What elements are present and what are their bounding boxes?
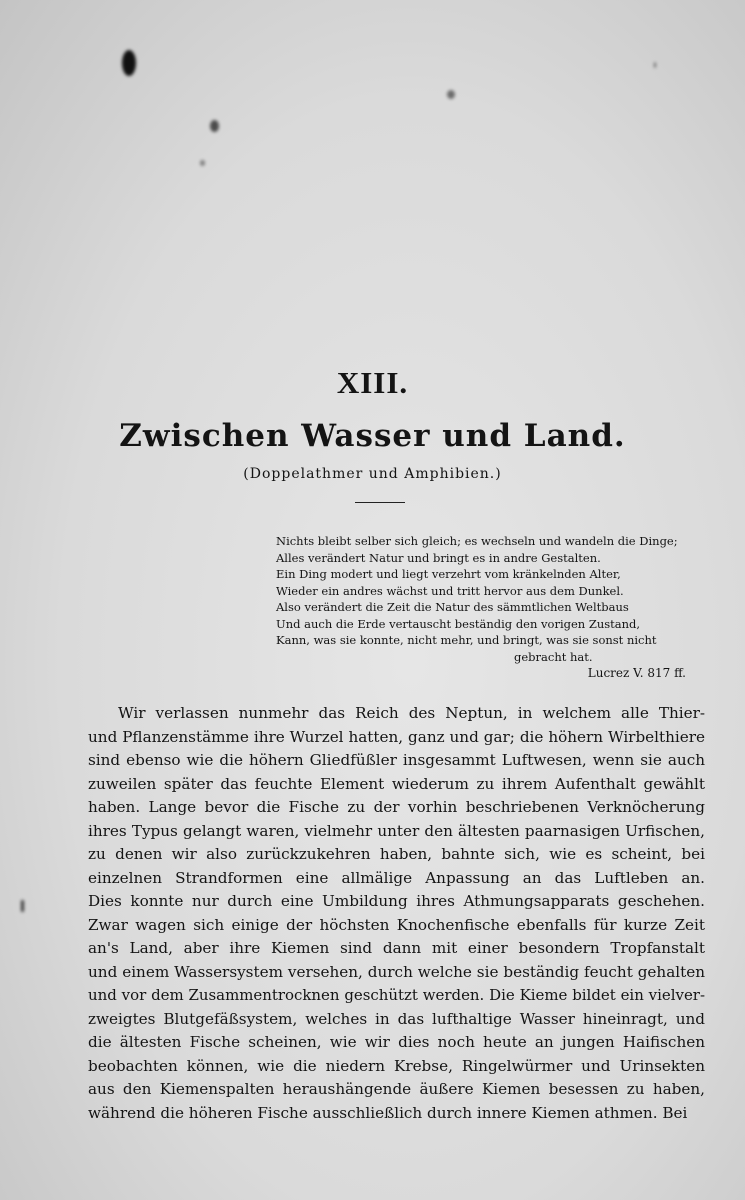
body-line: sind ebenso wie die höhern Gliedfüßler insgesammt Luftwesen, wenn sie auch (88, 751, 705, 769)
epigraph (276, 533, 706, 682)
chapter-subtitle: (Doppelathmer und Amphibien.) (243, 466, 502, 482)
body-line: zuweilen später das feuchte Element wiederum zu ihrem Aufenthalt gewählt (88, 774, 705, 793)
ink-mark (21, 900, 24, 912)
ink-blot (447, 90, 455, 99)
body-line: zu denen wir also zurückzukehren haben, bahnte sich, wie es scheint, bei (88, 845, 705, 863)
body-line: zweigtes Blutgefäßsystem, welches in das lufthaltige Wasser hineinragt, und (88, 1009, 705, 1028)
body-line: aus den Kiemenspalten heraushängende äußere Kiemen besessen zu haben, (88, 1080, 705, 1098)
epigraph-source: Lucrez V. 817 ff. (587, 666, 686, 680)
epigraph-line: gebracht hat. (514, 649, 593, 664)
epigraph-line: Wieder ein andres wächst und tritt hervor aus dem Dunkel. (276, 583, 624, 598)
body-line: Wir verlassen nunmehr das Reich des Neptun, in welchem alle Thier- (118, 704, 705, 722)
title-divider (355, 502, 405, 503)
body-line: haben. Lange bevor die Fische zu der vorhin beschriebenen Verknöcherung (88, 798, 705, 816)
body-line: beobachten können, wie die niedern Krebse, Ringelwürmer und Urinsekten (88, 1056, 705, 1075)
epigraph-line: Kann, was sie konnte, nicht mehr, und bringt, was sie sonst nicht (276, 633, 657, 647)
body-text (88, 702, 705, 1125)
ink-blot (122, 50, 136, 76)
body-line: einzelnen Strandformen eine allmälige Anpassung an das Luftleben an. (88, 868, 705, 887)
body-line: und vor dem Zusammentrocknen geschützt werden. Die Kieme bildet ein vielver- (88, 986, 705, 1004)
ink-blot (210, 120, 219, 132)
chapter-number: XIII. (336, 365, 409, 400)
body-line: Zwar wagen sich einige der höchsten Knochenfische ebenfalls für kurze Zeit (88, 915, 705, 934)
ink-blot (200, 160, 205, 166)
body-line: Dies konnte nur durch eine Umbildung ihres Athmungsapparats geschehen. (88, 892, 705, 910)
epigraph-line: Alles verändert Natur und bringt es in andre Gestalten. (276, 550, 601, 565)
ink-mark (654, 62, 656, 68)
body-line: und Pflanzenstämme ihre Wurzel hatten, ganz und gar; die höhern Wirbelthiere (88, 727, 705, 746)
body-line: die ältesten Fische scheinen, wie wir dies noch heute an jungen Haifischen (88, 1033, 705, 1051)
epigraph-line: Also verändert die Zeit die Natur des sämmtlichen Weltbaus (276, 600, 629, 614)
epigraph-line: Und auch die Erde vertauscht beständig den vorigen Zustand, (276, 616, 641, 631)
body-line: während die höheren Fische ausschließlich durch innere Kiemen athmen. Bei (88, 1103, 688, 1122)
body-line: und einem Wassersystem versehen, durch welche sie beständig feucht gehalten (88, 962, 705, 981)
body-line: ihres Typus gelangt waren, vielmehr unter den ältesten paarnasigen Urfischen, (88, 821, 705, 840)
body-line: an's Land, aber ihre Kiemen sind dann mit einer besondern Tropfanstalt (88, 939, 705, 957)
epigraph-line: Ein Ding modert und liegt verzehrt vom kränkelnden Alter, (276, 567, 621, 581)
chapter-title: Zwischen Wasser und Land. (119, 418, 626, 454)
epigraph-line: Nichts bleibt selber sich gleich; es wechseln und wandeln die Dinge; (276, 534, 678, 548)
